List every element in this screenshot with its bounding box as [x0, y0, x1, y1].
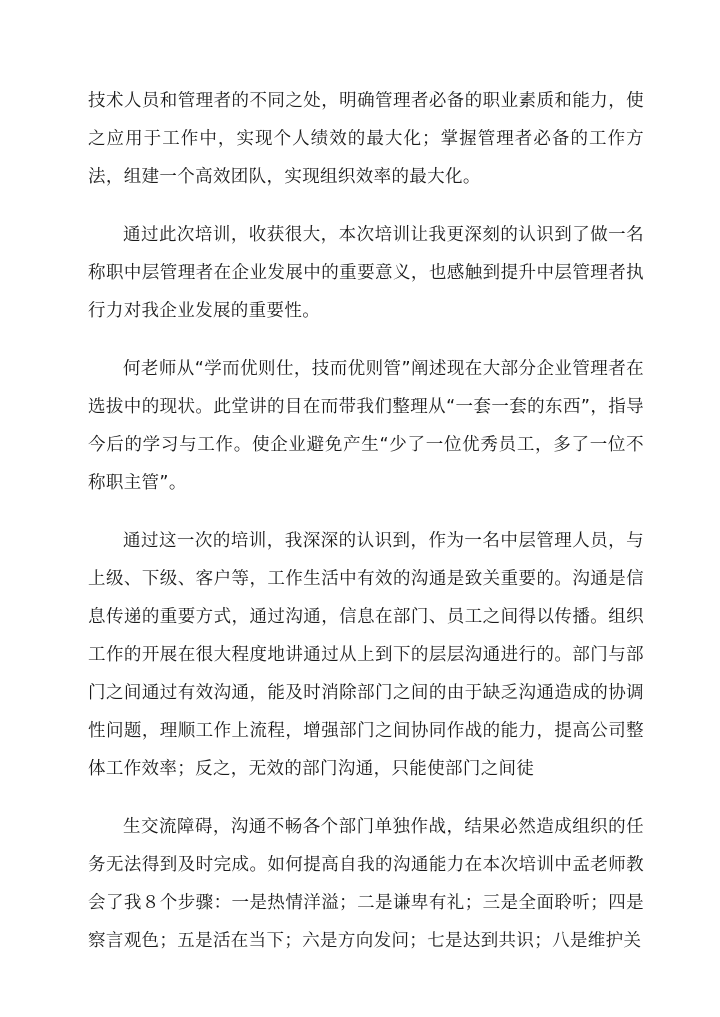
paragraph-3: 何老师从“学而优则仕，技而优则管”阐述现在大部分企业管理者在选拔中的现状。此堂讲的目在而带我们整理从“一套一套的东西”，指导今后的学习与工作。使企业避免产生“少了一位优秀员工，多了一位不称职主管”。	[88, 359, 644, 493]
document-body	[88, 82, 644, 960]
paragraph-5: 生交流障碍，沟通不畅各个部门单独作战，结果必然造成组织的任务无法得到及时完成。如何提高自我的沟通能力在本次培训中孟老师教会了我８个步骤：一是热情洋溢；二是谦卑有礼；三是全面聆听；四是察言观色；五是活在当下；六是方向发问；七是达到共识；八是维护关	[88, 817, 644, 951]
paragraph-2: 通过此次培训，收获很大，本次培训让我更深刻的认识到了做一名称职中层管理者在企业发展中的重要意义，也感触到提升中层管理者执行力对我企业发展的重要性。	[88, 225, 644, 321]
paragraph-1: 技术人员和管理者的不同之处，明确管理者必备的职业素质和能力，使之应用于工作中，实现个人绩效的最大化；掌握管理者必备的工作方法，组建一个高效团队，实现组织效率的最大化。	[88, 91, 644, 187]
paragraph-4: 通过这一次的培训，我深深的认识到，作为一名中层管理人员，与上级、下级、客户等，工作生活中有效的沟通是致关重要的。沟通是信息传递的重要方式，通过沟通，信息在部门、员工之间得以传播。组织工作的开展在很大程度地讲通过从上到下的层层沟通进行的。部门与部门之间通过有效沟通，能及时消除部门之间的由于缺乏沟通造成的协调性问题，理顺工作上流程，增强部门之间协同作战的能力，提高公司整体工作效率；反之，无效的部门沟通，只能使部门之间徒	[88, 531, 644, 779]
